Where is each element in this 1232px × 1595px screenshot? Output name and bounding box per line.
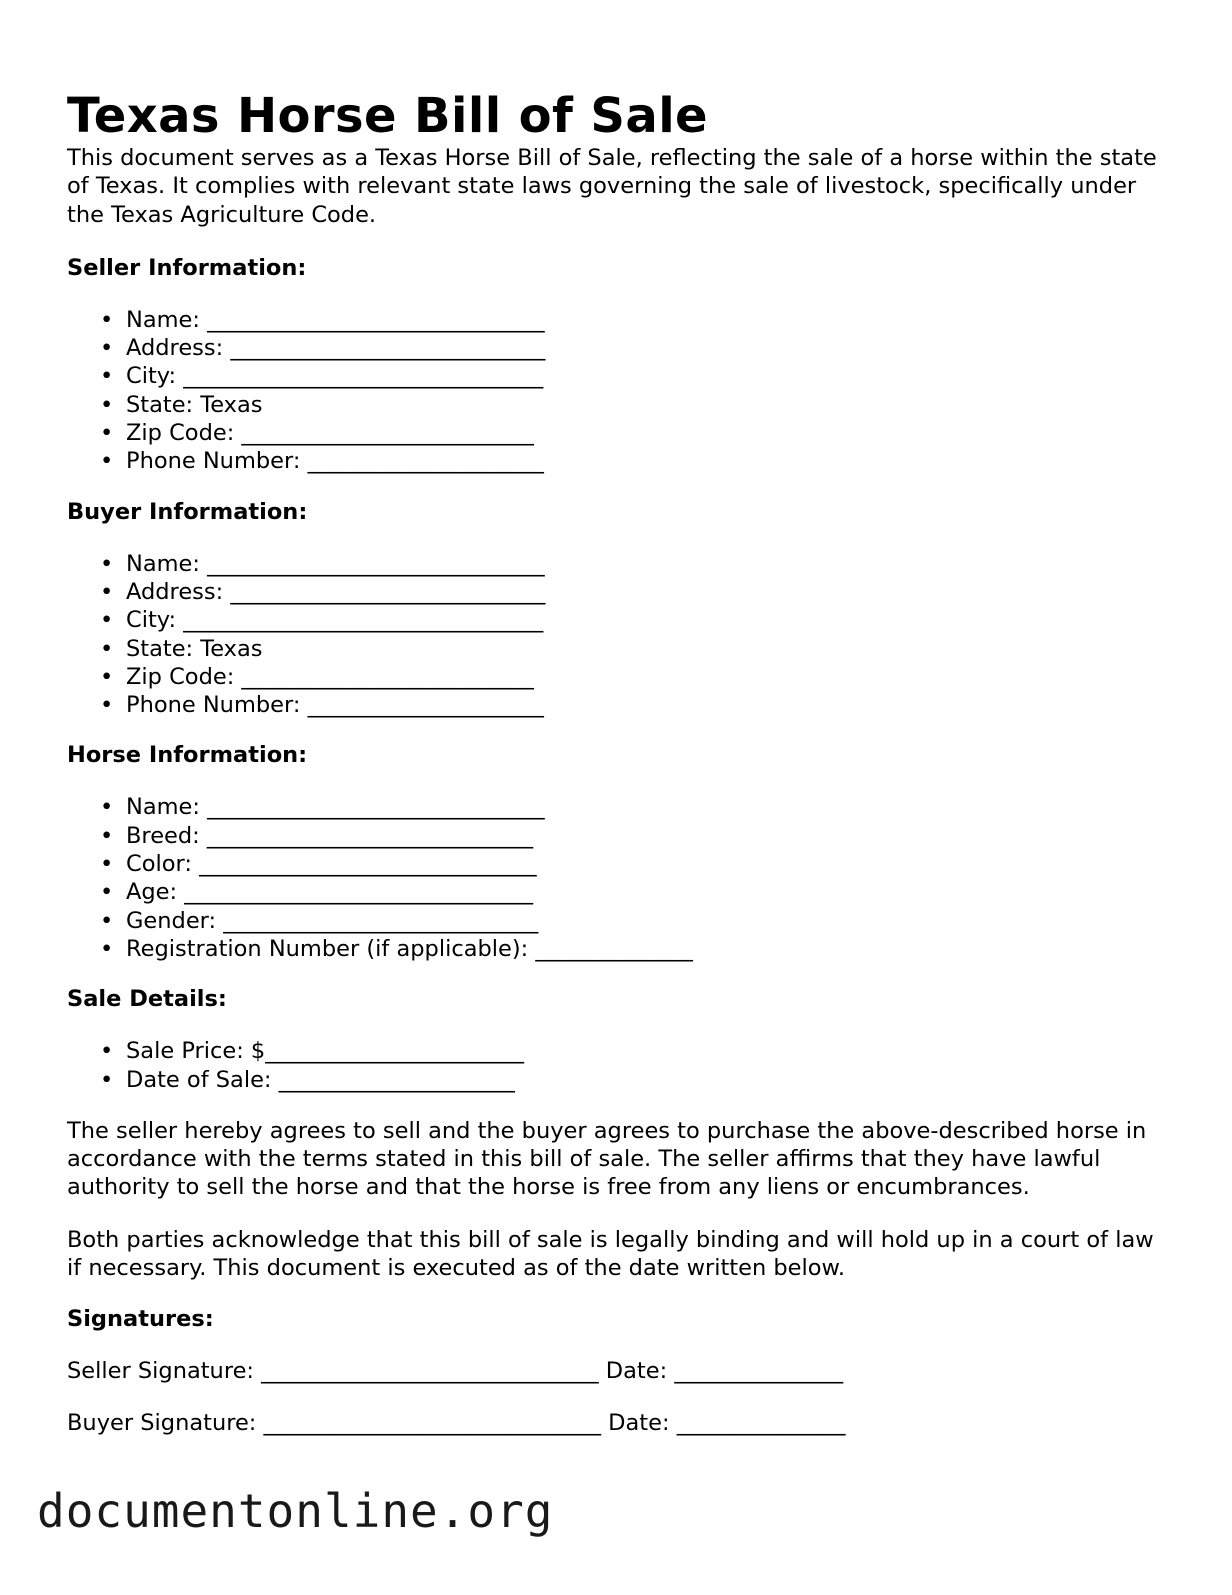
buyer-state-field: • State: Texas	[67, 635, 1167, 663]
seller-address-field: • Address: ____________________________	[67, 334, 1167, 362]
buyer-city-field: • City: ________________________________	[67, 606, 1167, 634]
agreement-paragraph: The seller hereby agrees to sell and the buyer agrees to purchase the above-described horse in accordance with the terms stated in this bill of sale. The seller affirms that they have lawful authority to sell the horse and that the horse is free from any liens or encumbrances.	[67, 1117, 1147, 1201]
sale-price-field: • Sale Price: $_______________________	[67, 1037, 1167, 1065]
signatures-heading: Signatures:	[67, 1306, 214, 1333]
seller-phone-field: • Phone Number: _____________________	[67, 447, 1167, 475]
seller-name-field: • Name: ______________________________	[67, 306, 1167, 334]
intro-paragraph: This document serves as a Texas Horse Bill of Sale, reflecting the sale of a horse within the state of Texas. It complies with relevant state laws governing the sale of livestock, specifically under the Texas Agriculture Code.	[67, 145, 1157, 228]
horse-breed-field: • Breed: _____________________________	[67, 822, 1167, 850]
sale-heading: Sale Details:	[67, 986, 227, 1013]
buyer-address-field: • Address: ____________________________	[67, 578, 1167, 606]
buyer-signature-line: Buyer Signature: ______________________________ Date: _______________	[67, 1410, 846, 1437]
page-title: Texas Horse Bill of Sale	[67, 88, 709, 144]
horse-gender-field: • Gender: ____________________________	[67, 907, 1167, 935]
sale-date-field: • Date of Sale: _____________________	[67, 1066, 1167, 1094]
seller-city-field: • City: ________________________________	[67, 362, 1167, 390]
seller-heading: Seller Information:	[67, 254, 307, 281]
buyer-name-field: • Name: ______________________________	[67, 550, 1167, 578]
horse-color-field: • Color: ______________________________	[67, 850, 1167, 878]
buyer-heading: Buyer Information:	[67, 498, 308, 525]
horse-list	[67, 793, 1167, 963]
buyer-zip-field: • Zip Code: __________________________	[67, 663, 1167, 691]
horse-name-field: • Name: ______________________________	[67, 793, 1167, 821]
watermark: documentonline.org	[37, 1484, 554, 1538]
sale-list	[67, 1037, 1167, 1094]
document-page	[67, 88, 1167, 1437]
seller-zip-field: • Zip Code: __________________________	[67, 419, 1167, 447]
seller-state-field: • State: Texas	[67, 391, 1167, 419]
seller-signature-line: Seller Signature: ______________________________ Date: _______________	[67, 1358, 844, 1385]
seller-list	[67, 306, 1167, 476]
horse-heading: Horse Information:	[67, 742, 308, 769]
horse-registration-field: • Registration Number (if applicable): ______________	[67, 935, 1167, 963]
acknowledgement-paragraph: Both parties acknowledge that this bill of sale is legally binding and will hold up in a court of law if necessary. This document is executed as of the date written below.	[67, 1226, 1154, 1282]
buyer-list	[67, 550, 1167, 720]
horse-age-field: • Age: _______________________________	[67, 878, 1167, 906]
buyer-phone-field: • Phone Number: _____________________	[67, 691, 1167, 719]
